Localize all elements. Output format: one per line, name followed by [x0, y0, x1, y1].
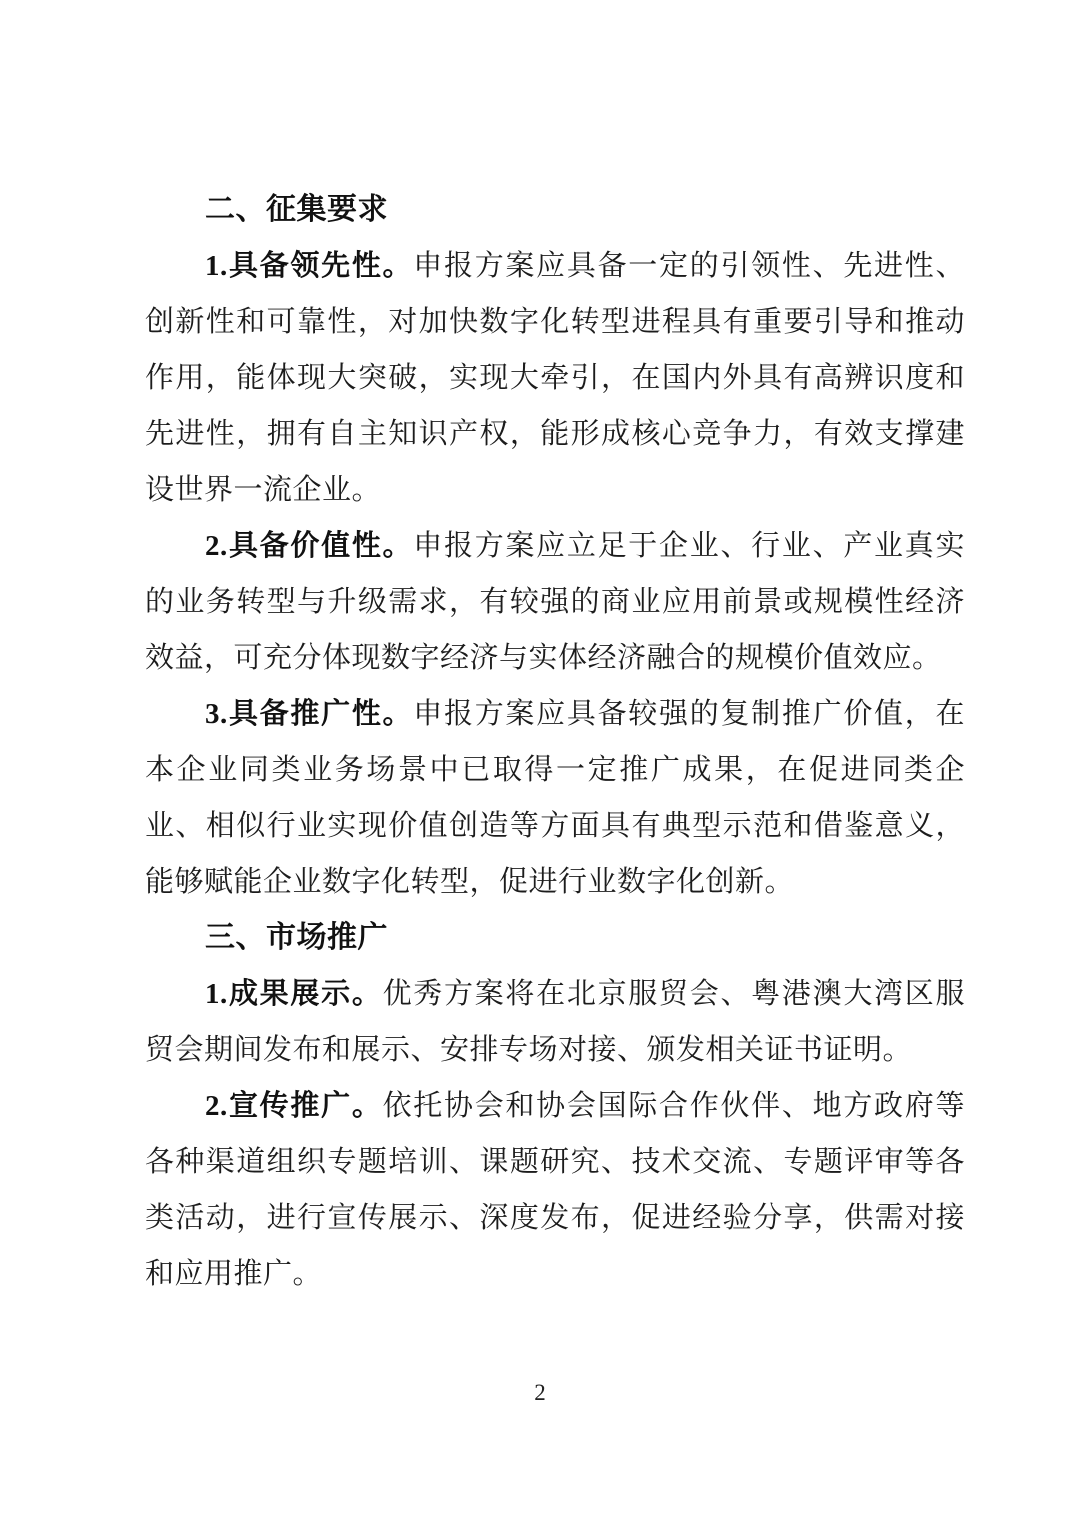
- page-number: 2: [534, 1380, 546, 1405]
- paragraph-leading: [145, 238, 965, 518]
- paragraph-lead: 2.具备价值性。: [205, 530, 414, 562]
- paragraph-lead: 3.具备推广性。: [205, 698, 414, 730]
- paragraph-text: 申报方案应具备一定的引领性、先进性、创新性和可靠性，对加快数字化转型进程具有重要引导和推动作用，能体现大突破，实现大牵引，在国内外具有高辨识度和先进性，拥有自主知识产权，能形成核心竞争力，有效支撑建设世界一流企业。: [145, 250, 965, 506]
- paragraph-text: 依托协会和协会国际合作伙伴、地方政府等各种渠道组织专题培训、课题研究、技术交流、专题评审等各类活动，进行宣传展示、深度发布，促进经验分享，供需对接和应用推广。: [145, 1090, 965, 1290]
- document-body: [145, 182, 965, 1302]
- paragraph-value: [145, 518, 965, 686]
- section-heading-requirements: 二、征集要求: [205, 193, 388, 226]
- paragraph-promotion-worthiness: [145, 686, 965, 910]
- paragraph-text: 优秀方案将在北京服贸会、粤港澳大湾区服贸会期间发布和展示、安排专场对接、颁发相关证书证明。: [145, 978, 965, 1066]
- paragraph-publicity: [145, 1078, 965, 1302]
- paragraph-lead: 1.具备领先性。: [205, 250, 414, 282]
- paragraph-text: 申报方案应具备较强的复制推广价值，在本企业同类业务场景中已取得一定推广成果，在促进同类企业、相似行业实现价值创造等方面具有典型示范和借鉴意义，能够赋能企业数字化转型，促进行业数字化创新。: [145, 698, 965, 898]
- paragraph-lead: 1.成果展示。: [205, 978, 383, 1010]
- paragraph-lead: 2.宣传推广。: [205, 1090, 383, 1122]
- section-heading-market-promotion: 三、市场推广: [205, 921, 388, 954]
- paragraph-results-display: [145, 966, 965, 1078]
- paragraph-text: 申报方案应立足于企业、行业、产业真实的业务转型与升级需求，有较强的商业应用前景或规模性经济效益，可充分体现数字经济与实体经济融合的规模价值效应。: [145, 530, 965, 674]
